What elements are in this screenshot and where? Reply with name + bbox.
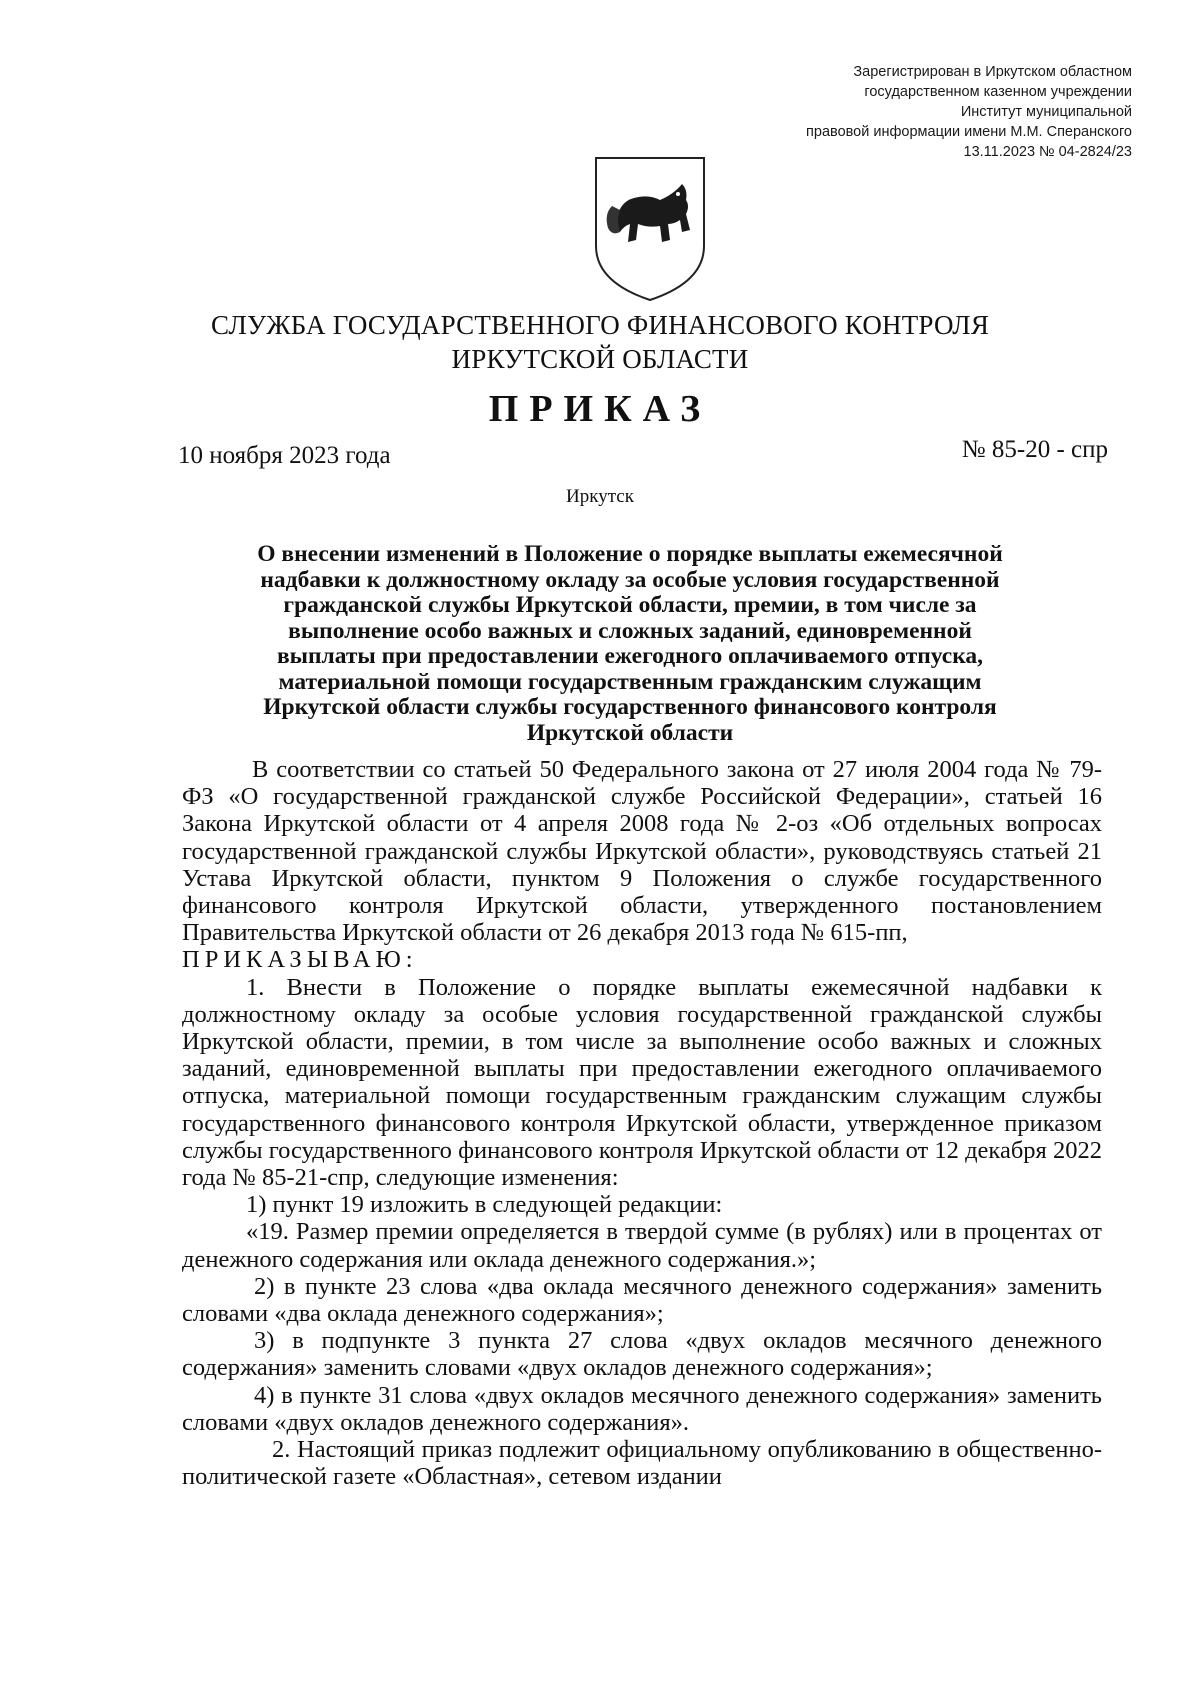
registration-stamp: [712, 62, 1132, 162]
stamp-line: 13.11.2023 № 04-2824/23: [963, 144, 1132, 160]
document-city: Иркутск: [566, 486, 634, 507]
item-1-paragraph: 1. Внести в Положение о порядке выплаты ежемесячной надбавки к должностному окладу за особые условия государственной гражданской службы Иркутской области, премии, в том числе за выполнение особо важных и сложных заданий, единовременной выплаты при предоставлении ежегодного оплачиваемого отпуска, материальной помощи государственным гражданским служащим службы государственного финансового контроля Иркутской области, утвержденное приказом службы государственного финансового контроля Иркутской области от 12 декабря 2022 года № 85-21-спр, следующие изменения:: [182, 973, 1102, 1192]
stamp-line: Институт муниципальной: [960, 104, 1132, 120]
document-title: [170, 542, 1090, 746]
org-line: ИРКУТСКОЙ ОБЛАСТИ: [451, 344, 749, 374]
title-line: О внесении изменений в Положение о порядке выплаты ежемесячной: [257, 541, 1003, 567]
title-line: Иркутской области службы государственного финансового контроля: [263, 694, 997, 720]
title-line: гражданской службы Иркутской области, премии, в том числе за: [283, 592, 977, 618]
sub-item-1-text: «19. Размер премии определяется в твердой сумме (в рублях) или в процентах от денежного содержания или оклада денежного содержания.»;: [182, 1218, 1102, 1273]
item-2-paragraph: 2. Настоящий приказ подлежит официальному опубликованию в общественно-политической газете «Областная», сетевом издании: [182, 1436, 1102, 1491]
sub-item-3: 3) в подпункте 3 пункта 27 слова «двух окладов месячного денежного содержания» заменить словами «двух окладов денежного содержания»;: [182, 1327, 1102, 1382]
title-line: надбавки к должностному окладу за особые условия государственной: [260, 566, 1000, 593]
stamp-line: правовой информации имени М.М. Сперанского: [806, 124, 1132, 140]
coat-of-arms-icon: [590, 154, 710, 304]
document-date: 10 ноября 2023 года: [178, 442, 391, 469]
preamble-paragraph: В соответствии со статьей 50 Федерального закона от 27 июля 2004 года № 79-ФЗ «О государственной гражданской службе Российской Федерации», статьей 16 Закона Иркутской области от 4 апреля 2008 года № 2-оз «Об отдельных вопросах государственной гражданской службы Иркутской области», руководствуясь статьей 21 Устава Иркутской области, пунктом 9 Положения о службе государственного финансового контроля Иркутской области, утвержденного постановлением Правительства Иркутской области от 26 декабря 2013 года № 615-пп,: [182, 756, 1102, 947]
organization-name: [0, 308, 1200, 376]
title-line: Иркутской области: [526, 719, 734, 746]
document-type: ПРИКАЗ: [488, 388, 712, 430]
stamp-line: государственном казенном учреждении: [864, 84, 1132, 100]
title-line: выполнение особо важных и сложных заданий, единовременной: [288, 617, 972, 644]
order-word: ПРИКАЗЫВАЮ:: [182, 946, 418, 974]
sub-item-4: 4) в пункте 31 слова «двух окладов месячного денежного содержания» заменить словами «двух окладов денежного содержания».: [182, 1381, 1102, 1436]
sub-item-1: 1) пункт 19 изложить в следующей редакции:: [246, 1191, 723, 1219]
document-body: [182, 756, 1102, 1490]
title-line: материальной помощи государственным гражданским служащим: [278, 668, 982, 695]
stamp-line: Зарегистрирован в Иркутском областном: [853, 64, 1132, 80]
title-line: выплаты при предоставлении ежегодного оплачиваемого отпуска,: [276, 643, 984, 669]
org-line: СЛУЖБА ГОСУДАРСТВЕННОГО ФИНАНСОВОГО КОНТРОЛЯ: [210, 310, 990, 340]
sub-item-2: 2) в пункте 23 слова «два оклада месячного денежного содержания» заменить словами «два оклада денежного содержания»;: [182, 1272, 1102, 1328]
document-number: № 85-20 - спр: [961, 436, 1108, 463]
